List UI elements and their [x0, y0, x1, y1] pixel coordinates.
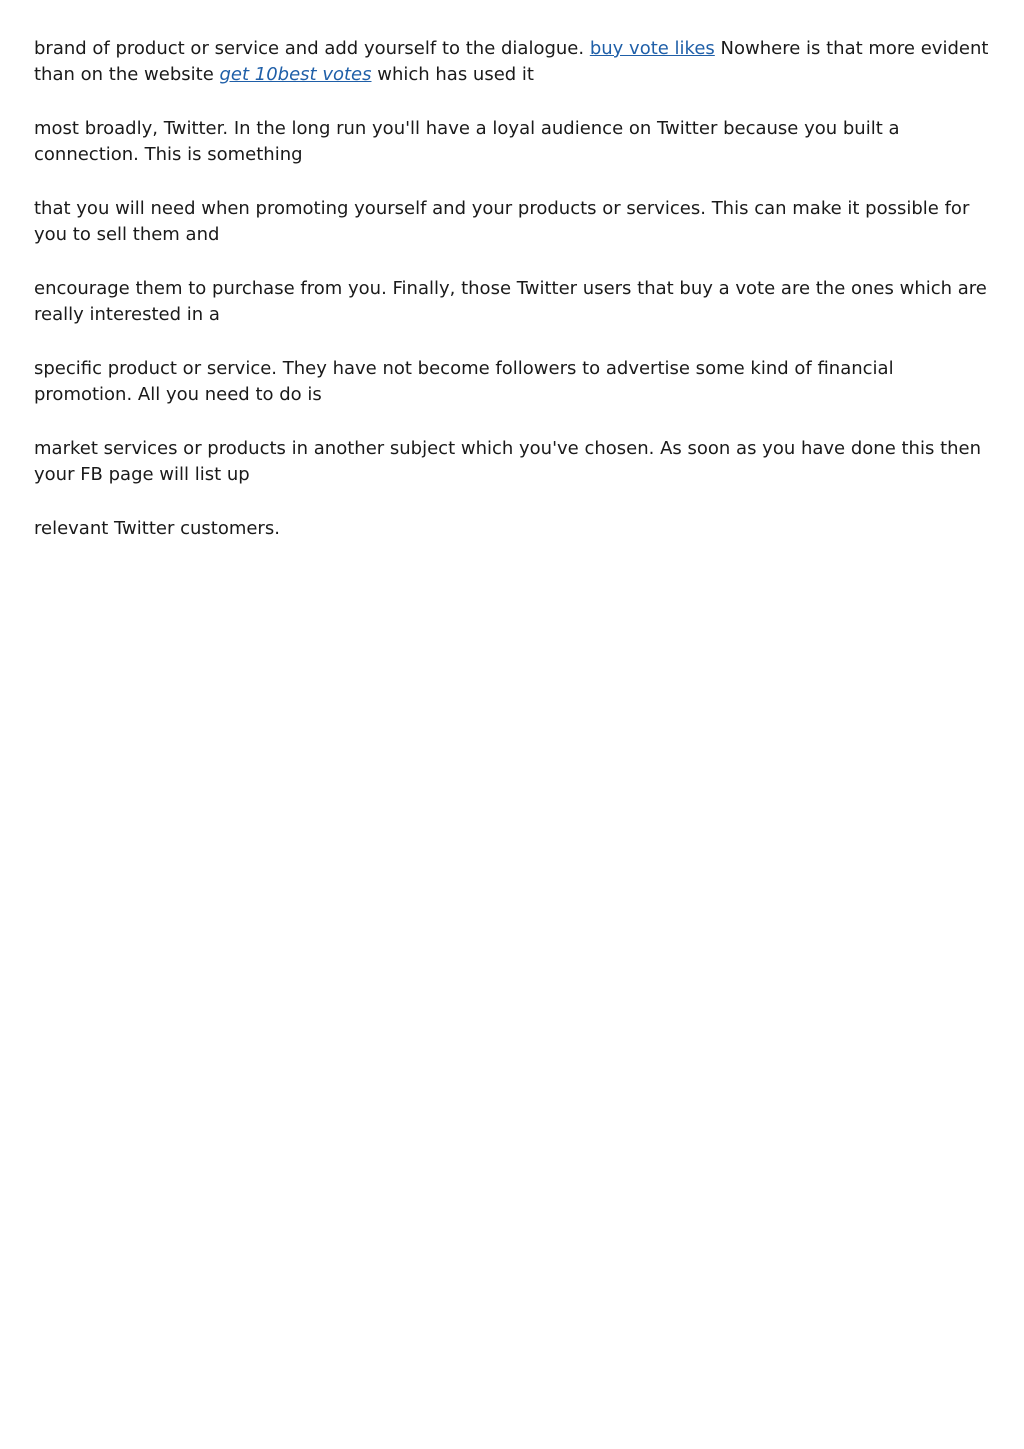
paragraph-1	[34, 36, 994, 88]
paragraph-5: specific product or service. They have not become followers to advertise some kind of financial promotion. All you need to do is	[34, 358, 894, 405]
paragraph-1-text-middle: Nowhere is that more evident than on the website	[34, 38, 989, 85]
buy-vote-likes-link[interactable]: buy vote likes	[589, 38, 715, 59]
paragraph-7: relevant Twitter customers.	[34, 518, 280, 539]
document-body	[34, 36, 994, 570]
paragraph-6: market services or products in another subject which you've chosen. As soon as you have done this then your FB page will list up	[34, 438, 982, 485]
paragraph-3: that you will need when promoting yourself and your products or services. This can make it possible for you to sell them and	[34, 198, 970, 245]
paragraph-1-text-start: brand of product or service and add yourself to the dialogue.	[34, 38, 590, 59]
paragraph-4: encourage them to purchase from you. Finally, those Twitter users that buy a vote are the ones which are really interested in a	[34, 278, 987, 325]
paragraph-1-text-end: which has used it	[371, 64, 534, 85]
get-10best-votes-link[interactable]: get 10best votes	[219, 64, 372, 85]
paragraph-2: most broadly, Twitter. In the long run you'll have a loyal audience on Twitter because you built a connection. This is something	[34, 118, 900, 165]
